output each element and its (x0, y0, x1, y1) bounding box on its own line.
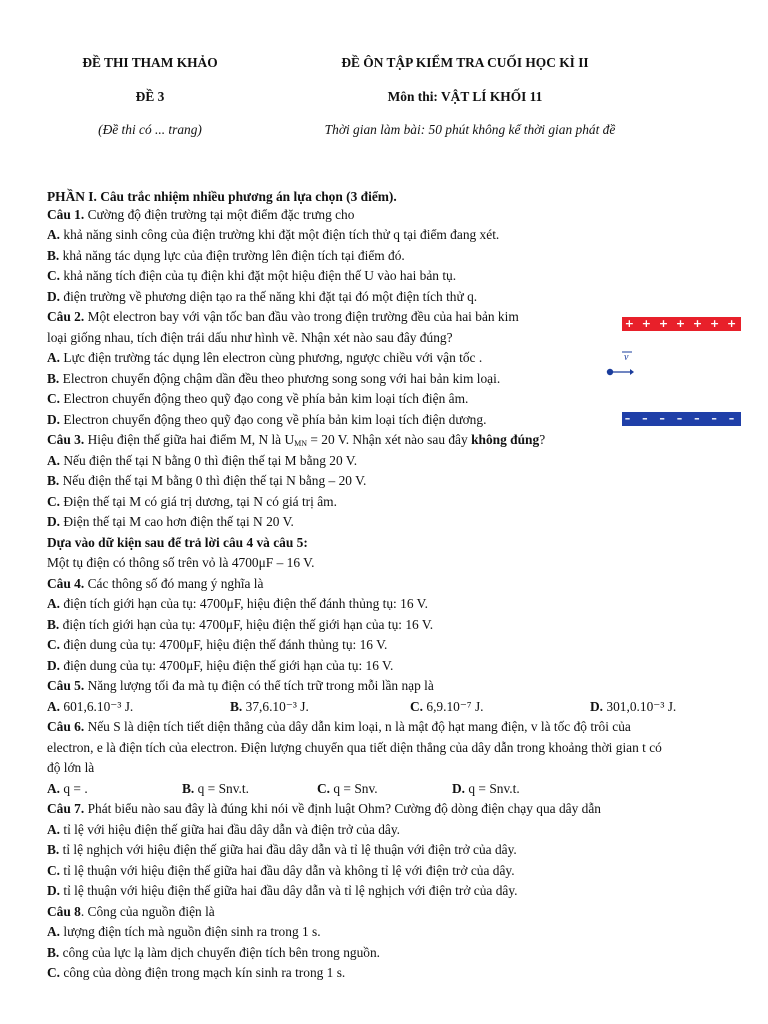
q8-option-b (47, 943, 380, 963)
option-text: điện dung của tụ: 4700μF, hiệu điện thế giới hạn của tụ: 16 V. (63, 658, 394, 673)
option-text: điện dung của tụ: 4700μF, hiệu điện thế đánh thủng tụ: 16 V. (63, 637, 388, 652)
option-letter: C. (410, 699, 424, 714)
question-6-cont-2: độ lớn là (47, 760, 95, 775)
negative-plate: – – – – – – – – (622, 412, 741, 426)
data-45-text: Một tụ điện có thông số trên vỏ là 4700μF – 16 V. (47, 555, 315, 570)
question-1 (47, 205, 354, 225)
question-label: Câu 3. (47, 432, 85, 447)
q1-option-b (47, 246, 405, 266)
option-text: Điện thế tại M cao hơn điện thế tại N 20 V. (63, 514, 294, 529)
option-text: Electron chuyển động theo quỹ đạo cong về phía bản kim loại tích điện âm. (63, 391, 469, 406)
option-text: 6,9.10⁻⁷ J. (426, 699, 484, 714)
option-letter: D. (47, 883, 61, 898)
option-letter: A. (47, 781, 61, 796)
option-letter: D. (452, 781, 466, 796)
subscript: MN (294, 439, 308, 448)
q1-option-d (47, 287, 477, 307)
q1-option-a (47, 225, 499, 245)
q4-option-d (47, 656, 393, 676)
option-text: điện tích giới hạn của tụ: 4700μF, hiệu điện thế đánh thủng tụ: 16 V. (63, 596, 428, 611)
q8-option-a (47, 922, 321, 942)
q4-option-b (47, 615, 433, 635)
option-text: q = Snv.t. (197, 781, 249, 796)
q5-option-d (590, 697, 676, 717)
option-letter: D. (47, 658, 61, 673)
q6-option-d (452, 779, 520, 799)
option-text: 37,6.10⁻³ J. (245, 699, 309, 714)
option-text: 601,6.10⁻³ J. (63, 699, 134, 714)
option-letter: D. (47, 514, 61, 529)
question-6-cont: electron, e là điện tích của electron. Điện lượng chuyển qua tiết diện thẳng của dây dẫn trong khoảng thời gian t có (47, 740, 662, 755)
question-2 (47, 307, 519, 327)
electron-velocity-figure (604, 350, 644, 380)
q5-option-c (410, 697, 484, 717)
option-letter: A. (47, 924, 61, 939)
question-label: Câu 5. (47, 678, 85, 693)
option-text: tỉ lệ với hiệu điện thế giữa hai đầu dây dẫn và điện trở của dây. (63, 822, 400, 837)
question-text: Phát biểu nào sau đây là đúng khi nói về định luật Ohm? Cường độ dòng điện chạy qua dây dẫn (84, 801, 601, 816)
option-letter: C. (47, 391, 61, 406)
option-letter: B. (47, 842, 60, 857)
q6-option-c (317, 779, 378, 799)
question-text: Cường độ điện trường tại một điểm đặc trưng cho (84, 207, 355, 222)
option-text: lượng điện tích mà nguồn điện sinh ra trong 1 s. (63, 924, 321, 939)
option-text: q = . (63, 781, 88, 796)
option-letter: B. (47, 617, 60, 632)
q3-option-b (47, 471, 366, 491)
option-letter: A. (47, 350, 61, 365)
q3-option-d (47, 512, 294, 532)
question-4 (47, 574, 263, 594)
question-6 (47, 717, 631, 737)
q7-option-a (47, 820, 400, 840)
option-text: Electron chuyển động theo quỹ đạo cong về phía bản kim loại tích điện dương. (63, 412, 487, 427)
option-text: Điện thế tại M có giá trị dương, tại N có giá trị âm. (63, 494, 337, 509)
header-left-title: ĐỀ THI THAM KHẢO (82, 55, 218, 70)
option-letter: B. (47, 371, 60, 386)
option-text: tỉ lệ thuận với hiệu điện thế giữa hai đầu dây dẫn và tỉ lệ nghịch với điện trở của dây. (63, 883, 518, 898)
header-right-time: Thời gian làm bài: 50 phút không kể thời gian phát đề (324, 122, 616, 137)
option-text: khả năng tích điện của tụ điện khi đặt một hiệu điện thế U vào hai bản tụ. (63, 268, 457, 283)
option-letter: C. (47, 268, 61, 283)
q1-option-c (47, 266, 456, 286)
question-text: Năng lượng tối đa mà tụ điện có thể tích trữ trong mỗi lần nạp là (84, 678, 434, 693)
part1-title: PHẦN I. Câu trắc nhiệm nhiều phương án lựa chọn (3 điểm). (47, 189, 397, 204)
question-text: Các thông số đó mang ý nghĩa là (84, 576, 264, 591)
option-text: Lực điện trường tác dụng lên electron cùng phương, ngược chiều với vận tốc . (63, 350, 483, 365)
arrow-head-icon (630, 369, 634, 375)
option-text: q = Snv.t. (468, 781, 520, 796)
option-letter: C. (47, 965, 61, 980)
header-right-subject: Môn thi: VẬT LÍ KHỐI 11 (387, 89, 543, 104)
q2-option-b (47, 369, 500, 389)
option-text: tỉ lệ thuận với hiệu điện thế giữa hai đầu dây dẫn và không tỉ lệ với điện trở của dây. (63, 863, 515, 878)
question-label: Câu 6. (47, 719, 85, 734)
option-letter: A. (47, 227, 61, 242)
option-letter: D. (590, 699, 604, 714)
question-2-cont: loại giống nhau, tích điện trái dấu như hình vẽ. Nhận xét nào sau đây đúng? (47, 330, 453, 345)
option-letter: D. (47, 289, 61, 304)
question-mark: ? (539, 432, 546, 447)
option-text: khả năng sinh công của điện trường khi đặt một điện tích thử q tại điểm đang xét. (63, 227, 500, 242)
question-label: Câu 1. (47, 207, 85, 222)
option-text: 301,0.10⁻³ J. (606, 699, 677, 714)
q3-option-c (47, 492, 337, 512)
option-text: khả năng tác dụng lực của điện trường lên điện tích tại điểm đó. (62, 248, 405, 263)
option-text: Electron chuyển động chậm dần đều theo phương song song với hai bản kim loại. (62, 371, 501, 386)
option-text: công của dòng điện trong mạch kín sinh ra trong 1 s. (63, 965, 346, 980)
question-text: Một electron bay với vận tốc ban đầu vào trong điện trường đều của hai bản kim (84, 309, 519, 324)
question-label: Câu 4. (47, 576, 85, 591)
option-letter: A. (47, 699, 61, 714)
option-text: Nếu điện thế tại M bằng 0 thì điện thế tại N bằng – 20 V. (62, 473, 367, 488)
option-letter: C. (47, 863, 61, 878)
question-8 (47, 902, 215, 922)
q4-option-c (47, 635, 387, 655)
q2-option-a (47, 348, 482, 368)
option-text: công của lực lạ làm dịch chuyển điện tích bên trong nguồn. (62, 945, 381, 960)
question-text: Nếu S là diện tích tiết diện thẳng của dây dẫn kim loại, n là mật độ hạt mang điện, v là tốc độ trôi của (84, 719, 631, 734)
question-label: Câu 7. (47, 801, 85, 816)
q2-option-c (47, 389, 468, 409)
header-right-title: ĐỀ ÔN TẬP KIỂM TRA CUỐI HỌC KÌ II (341, 55, 589, 70)
header-left-code: ĐỀ 3 (135, 89, 165, 104)
q7-option-c (47, 861, 515, 881)
option-letter: B. (230, 699, 243, 714)
q3-option-a (47, 451, 357, 471)
question-label: Câu 2. (47, 309, 85, 324)
option-letter: B. (182, 781, 195, 796)
question-5 (47, 676, 434, 696)
q5-option-a (47, 697, 133, 717)
option-letter: A. (47, 822, 61, 837)
option-text: tỉ lệ nghịch với hiệu điện thế giữa hai đầu dây dẫn và tỉ lệ thuận với điện trở của dây. (62, 842, 517, 857)
option-letter: B. (47, 945, 60, 960)
option-letter: D. (47, 412, 61, 427)
question-text: Hiệu điện thế giữa hai điểm M, N là U (84, 432, 295, 447)
question-7 (47, 799, 601, 819)
electron-icon (607, 369, 613, 375)
question-label: Câu 8 (47, 904, 81, 919)
q2-option-d (47, 410, 486, 430)
option-text: Nếu điện thế tại N bằng 0 thì điện thế tại M bằng 20 V. (63, 453, 358, 468)
velocity-label: v (624, 352, 629, 363)
q8-option-c (47, 963, 345, 983)
q4-option-a (47, 594, 428, 614)
option-letter: C. (47, 637, 61, 652)
option-letter: C. (317, 781, 331, 796)
header-left-pages: (Đề thi có ... trang) (98, 122, 202, 137)
question-text-2: = 20 V. Nhận xét nào sau đây (307, 432, 472, 447)
option-text: q = Snv. (333, 781, 378, 796)
option-letter: B. (47, 473, 60, 488)
question-emphasis: không đúng (471, 432, 540, 447)
option-letter: A. (47, 453, 61, 468)
q6-option-a (47, 779, 88, 799)
q6-option-b (182, 779, 249, 799)
question-text: . Công của nguồn điện là (80, 904, 215, 919)
q5-option-b (230, 697, 309, 717)
q7-option-b (47, 840, 517, 860)
option-text: điện tích giới hạn của tụ: 4700μF, hiệu điện thế giới hạn của tụ: 16 V. (62, 617, 434, 632)
option-letter: A. (47, 596, 61, 611)
option-letter: C. (47, 494, 61, 509)
data-45-title: Dựa vào dữ kiện sau để trả lời câu 4 và câu 5: (47, 535, 308, 550)
q7-option-d (47, 881, 518, 901)
option-text: điện trường về phương diện tạo ra thế năng khi đặt tại đó một điện tích thử q. (63, 289, 478, 304)
positive-plate: + + + + + + + + + + (622, 317, 741, 331)
option-letter: B. (47, 248, 60, 263)
